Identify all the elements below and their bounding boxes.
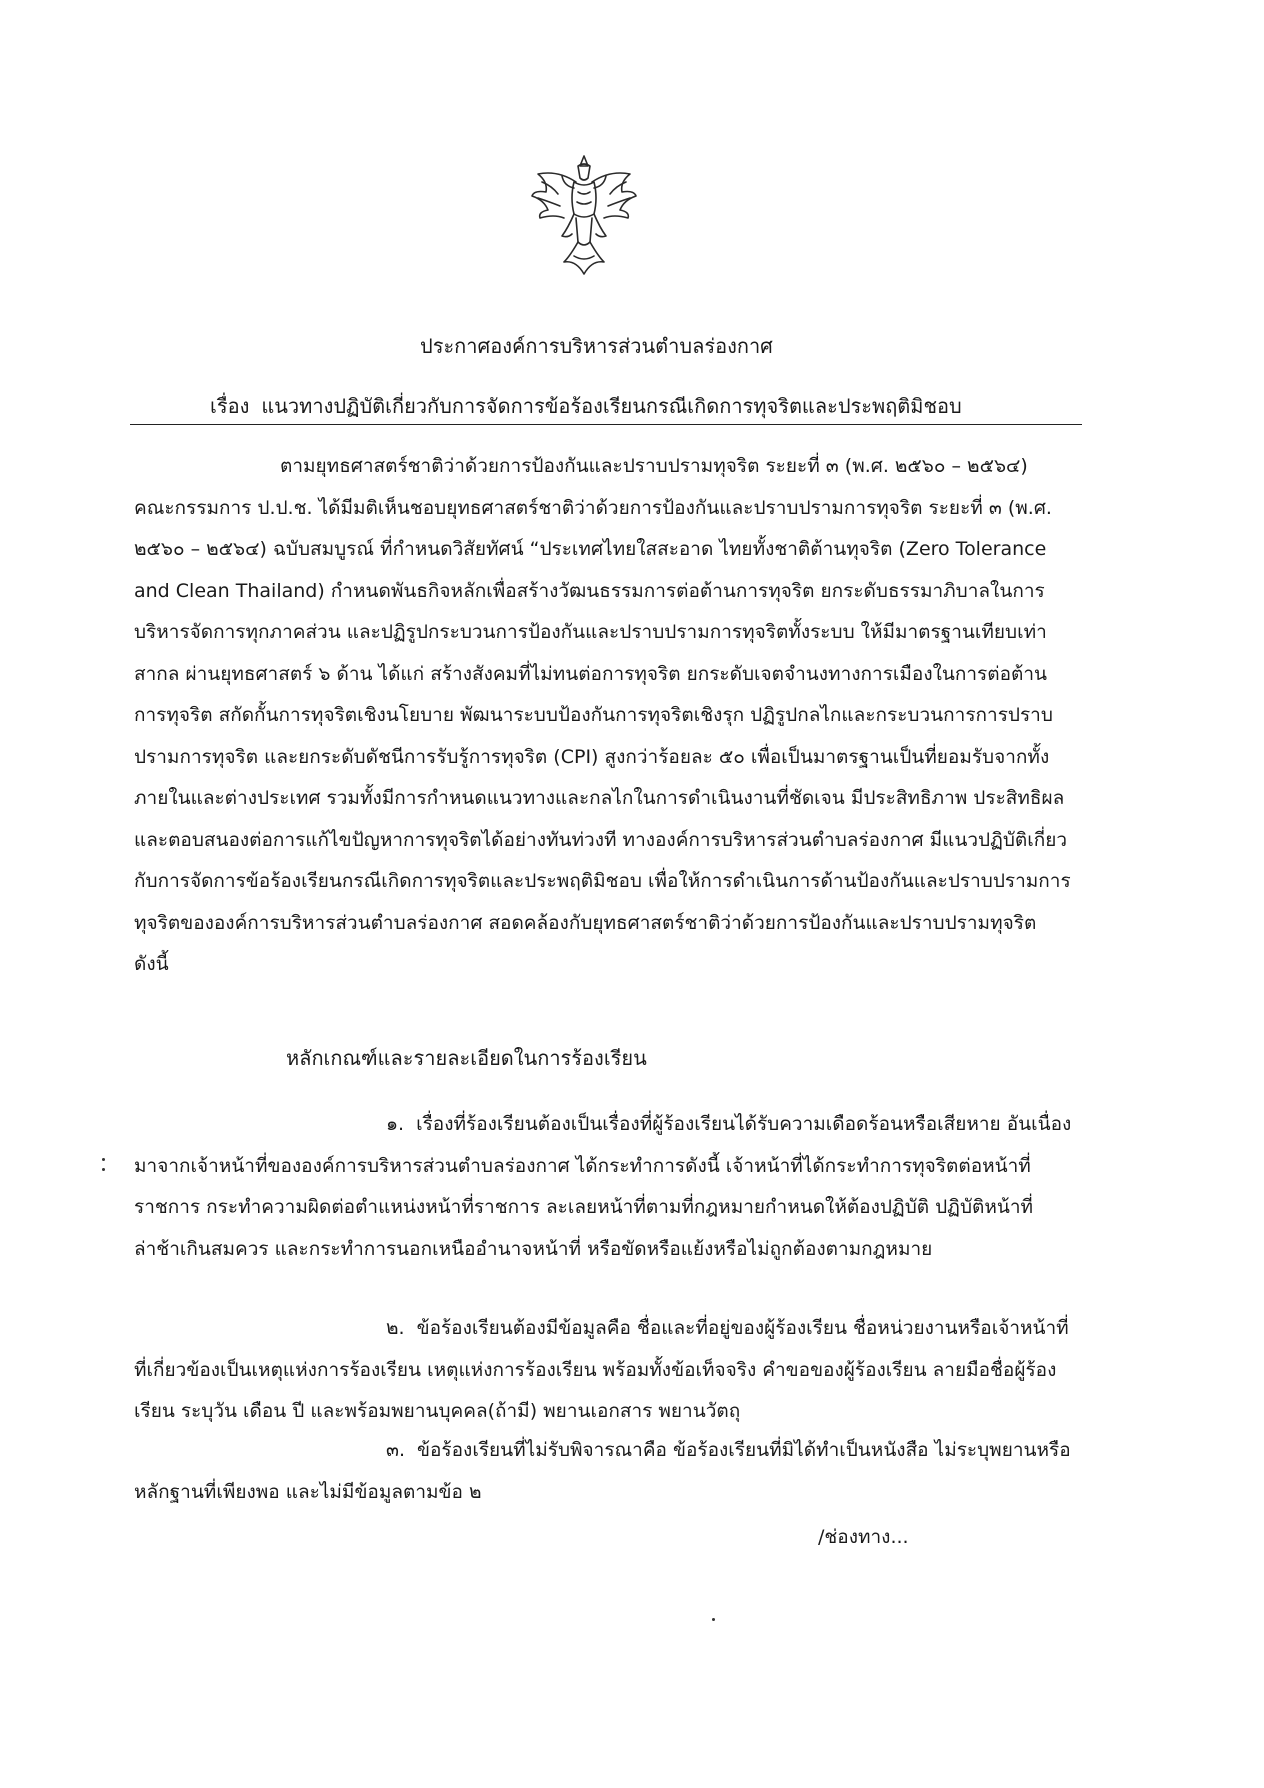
subject-line	[210, 390, 962, 422]
scan-speck	[712, 1618, 715, 1621]
criteria-item	[134, 1430, 1072, 1513]
item-text: ข้อร้องเรียนที่ไม่รับพิจารณาคือ ข้อร้องเรียนที่มิได้ทำเป็นหนังสือ ไม่ระบุพยานหรือหลักฐานที่เพียงพอ และไม่มีข้อมูลตามข้อ ๒	[134, 1439, 1071, 1503]
scan-speck	[102, 1158, 105, 1161]
criteria-item	[134, 1308, 1072, 1433]
item-number: ๒.	[386, 1317, 405, 1339]
item-number: ๑.	[386, 1113, 405, 1135]
criteria-item	[134, 1104, 1072, 1270]
item-text: ข้อร้องเรียนต้องมีข้อมูลคือ ชื่อและที่อยู่ของผู้ร้องเรียน ชื่อหน่วยงานหรือเจ้าหน้าที่ที่เกี่ยวข้องเป็นเหตุแห่งการร้องเรียน เหตุแห่งการร้องเรียน พร้อมทั้งข้อเท็จจริง คำขอของผู้ร้องเรียน ลายมือชื่อผู้ร้องเรียน ระบุวัน เดือน ปี และพร้อมพยานบุคคล(ถ้ามี) พยานเอกสาร พยานวัตถุ	[134, 1317, 1069, 1422]
criteria-heading: หลักเกณฑ์และรายละเอียดในการร้องเรียน	[286, 1046, 647, 1070]
header-divider	[130, 424, 1082, 425]
intro-paragraph: ตามยุทธศาสตร์ชาติว่าด้วยการป้องกันและปราบปรามทุจริต ระยะที่ ๓ (พ.ศ. ๒๕๖๐ – ๒๕๖๔) คณะกรรมการ ป.ป.ช. ได้มีมติเห็นชอบยุทธศาสตร์ชาติว่าด้วยการป้องกันและปราบปรามการทุจริต ระยะที่ ๓ (พ.ศ. ๒๕๖๐ – ๒๕๖๔) ฉบับสมบูรณ์ ที่กำหนดวิสัยทัศน์ “ประเทศไทยใสสะอาด ไทยทั้งชาติต้านทุจริต (Zero Tolerance and Clean Thailand) กำหนดพันธกิจหลักเพื่อสร้างวัฒนธรรมการต่อต้านการทุจริต ยกระดับธรรมาภิบาลในการบริหารจัดการทุกภาคส่วน และปฏิรูปกระบวนการป้องกันและปราบปรามการทุจริตทั้งระบบ ให้มีมาตรฐานเทียบเท่าสากล ผ่านยุทธศาสตร์ ๖ ด้าน ได้แก่ สร้างสังคมที่ไม่ทนต่อการทุจริต ยกระดับเจตจำนงทางการเมืองในการต่อต้านการทุจริต สกัดกั้นการทุจริตเชิงนโยบาย พัฒนาระบบป้องกันการทุจริตเชิงรุก ปฏิรูปกลไกและกระบวนการการปราบปรามการทุจริต และยกระดับดัชนีการรับรู้การทุจริต (CPI) สูงกว่าร้อยละ ๕๐ เพื่อเป็นมาตรฐานเป็นที่ยอมรับจากทั้งภายในและต่างประเทศ รวมทั้งมีการกำหนดแนวทางและกลไกในการดำเนินงานที่ชัดเจน มีประสิทธิภาพ ประสิทธิผล และตอบสนองต่อการแก้ไขปัญหาการทุจริตได้อย่างทันท่วงที ทางองค์การบริหารส่วนตำบลร่องกาศ มีแนวปฏิบัติเกี่ยวกับการจัดการข้อร้องเรียนกรณีเกิดการทุจริตและประพฤติมิชอบ เพื่อให้การดำเนินการด้านป้องกันและปราบปรามการทุจริตขององค์การบริหารส่วนตำบลร่องกาศ สอดคล้องกับยุทธศาสตร์ชาติว่าด้วยการป้องกันและปราบปรามทุจริต ดังนี้	[134, 455, 1071, 975]
subject-label: เรื่อง	[210, 394, 250, 418]
scan-speck	[102, 1168, 105, 1171]
subject-text: แนวทางปฏิบัติเกี่ยวกับการจัดการข้อร้องเรียนกรณีเกิดการทุจริตและประพฤติมิชอบ	[261, 394, 962, 418]
garuda-emblem-icon	[528, 152, 640, 282]
item-number: ๓.	[386, 1439, 406, 1461]
continuation-marker: /ช่องทาง...	[818, 1526, 909, 1548]
item-text: เรื่องที่ร้องเรียนต้องเป็นเรื่องที่ผู้ร้องเรียนได้รับความเดือดร้อนหรือเสียหาย อันเนื่องมาจากเจ้าหน้าที่ขององค์การบริหารส่วนตำบลร่องกาศ ได้กระทำการดังนี้ เจ้าหน้าที่ได้กระทำการทุจริตต่อหน้าที่ราชการ กระทำความผิดต่อตำแหน่งหน้าที่ราชการ ละเลยหน้าที่ตามที่กฎหมายกำหนดให้ต้องปฏิบัติ ปฏิบัติหน้าที่ล่าช้าเกินสมควร และกระทำการนอกเหนืออำนาจหน้าที่ หรือขัดหรือแย้งหรือไม่ถูกต้องตามกฎหมาย	[134, 1113, 1072, 1260]
announcement-title: ประกาศองค์การบริหารส่วนตำบลร่องกาศ	[420, 334, 773, 358]
